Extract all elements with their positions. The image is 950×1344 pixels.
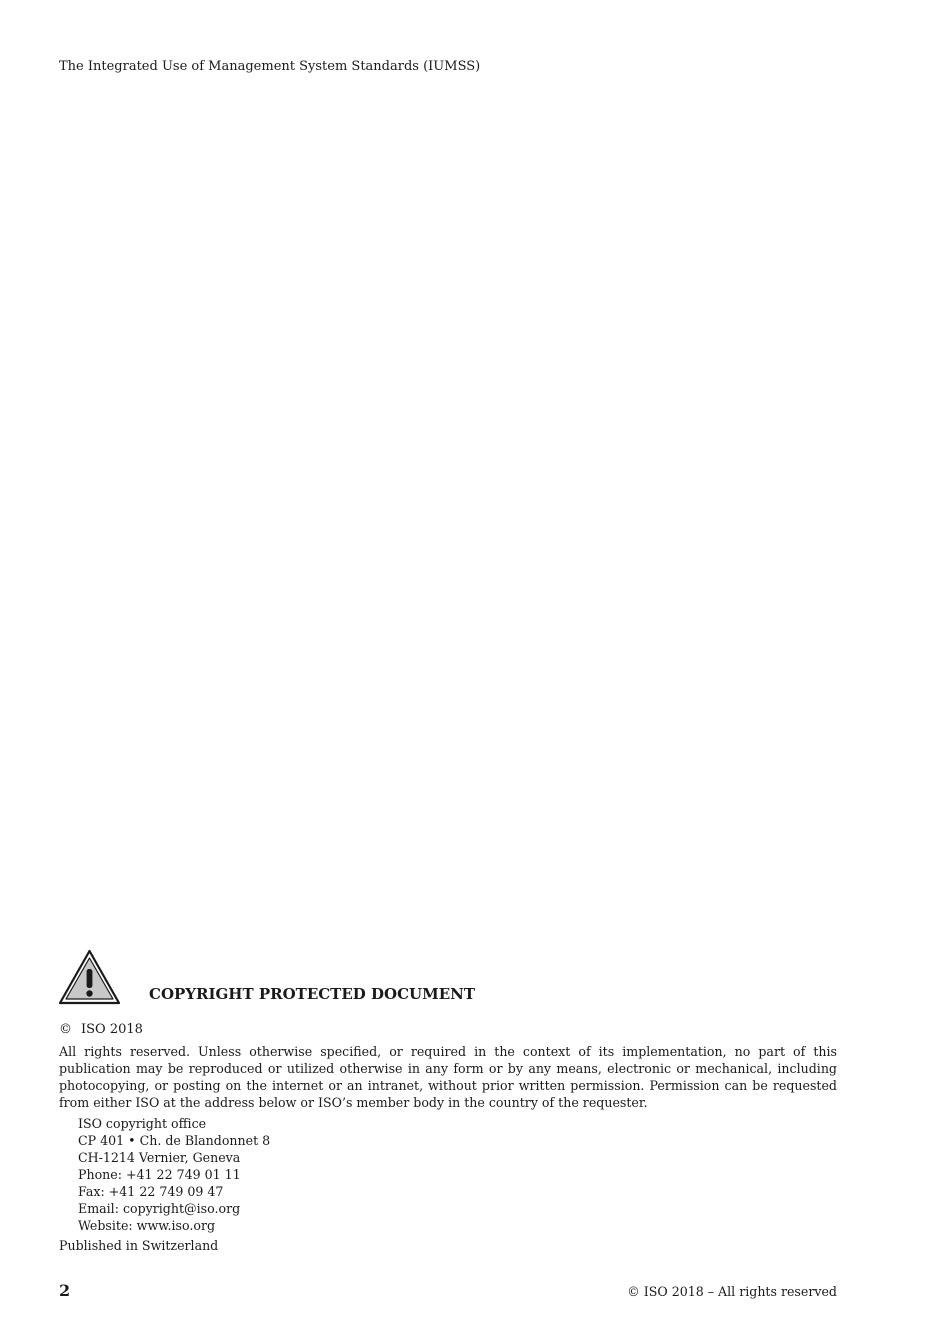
copyright-heading: COPYRIGHT PROTECTED DOCUMENT — [149, 985, 476, 1003]
email-line: Email: copyright@iso.org — [78, 1201, 241, 1216]
footer-copyright: © ISO 2018 – All rights reserved — [627, 1284, 837, 1299]
warning-triangle-icon — [58, 949, 121, 1005]
running-header: The Integrated Use of Management System Standards (IUMSS) — [59, 59, 481, 74]
phone-line: Phone: +41 22 749 01 11 — [78, 1167, 241, 1182]
address-block — [78, 1115, 270, 1234]
address-line: CH-1214 Vernier, Geneva — [78, 1150, 241, 1165]
rights-statement: All rights reserved. Unless otherwise specified, or required in the context of its implementation, no part of this publication may be reproduced or utilized otherwise in any form or by any means, electronic or mechanical, including photocopying, or posting on the internet or an intranet, without prior written permission. Permission can be requested from either ISO at the address below or ISO’s member body in the country of the requester. — [59, 1044, 837, 1110]
copyright-year-line — [59, 1022, 143, 1037]
copyright-symbol: © — [59, 1022, 72, 1037]
page-number: 2 — [59, 1281, 71, 1300]
address-line: CP 401 • Ch. de Blandonnet 8 — [78, 1133, 271, 1148]
copyright-year: ISO 2018 — [81, 1022, 143, 1037]
address-line: ISO copyright office — [78, 1116, 207, 1131]
fax-line: Fax: +41 22 749 09 47 — [78, 1184, 224, 1199]
published-location: Published in Switzerland — [59, 1238, 219, 1253]
website-line: Website: www.iso.org — [78, 1218, 216, 1233]
